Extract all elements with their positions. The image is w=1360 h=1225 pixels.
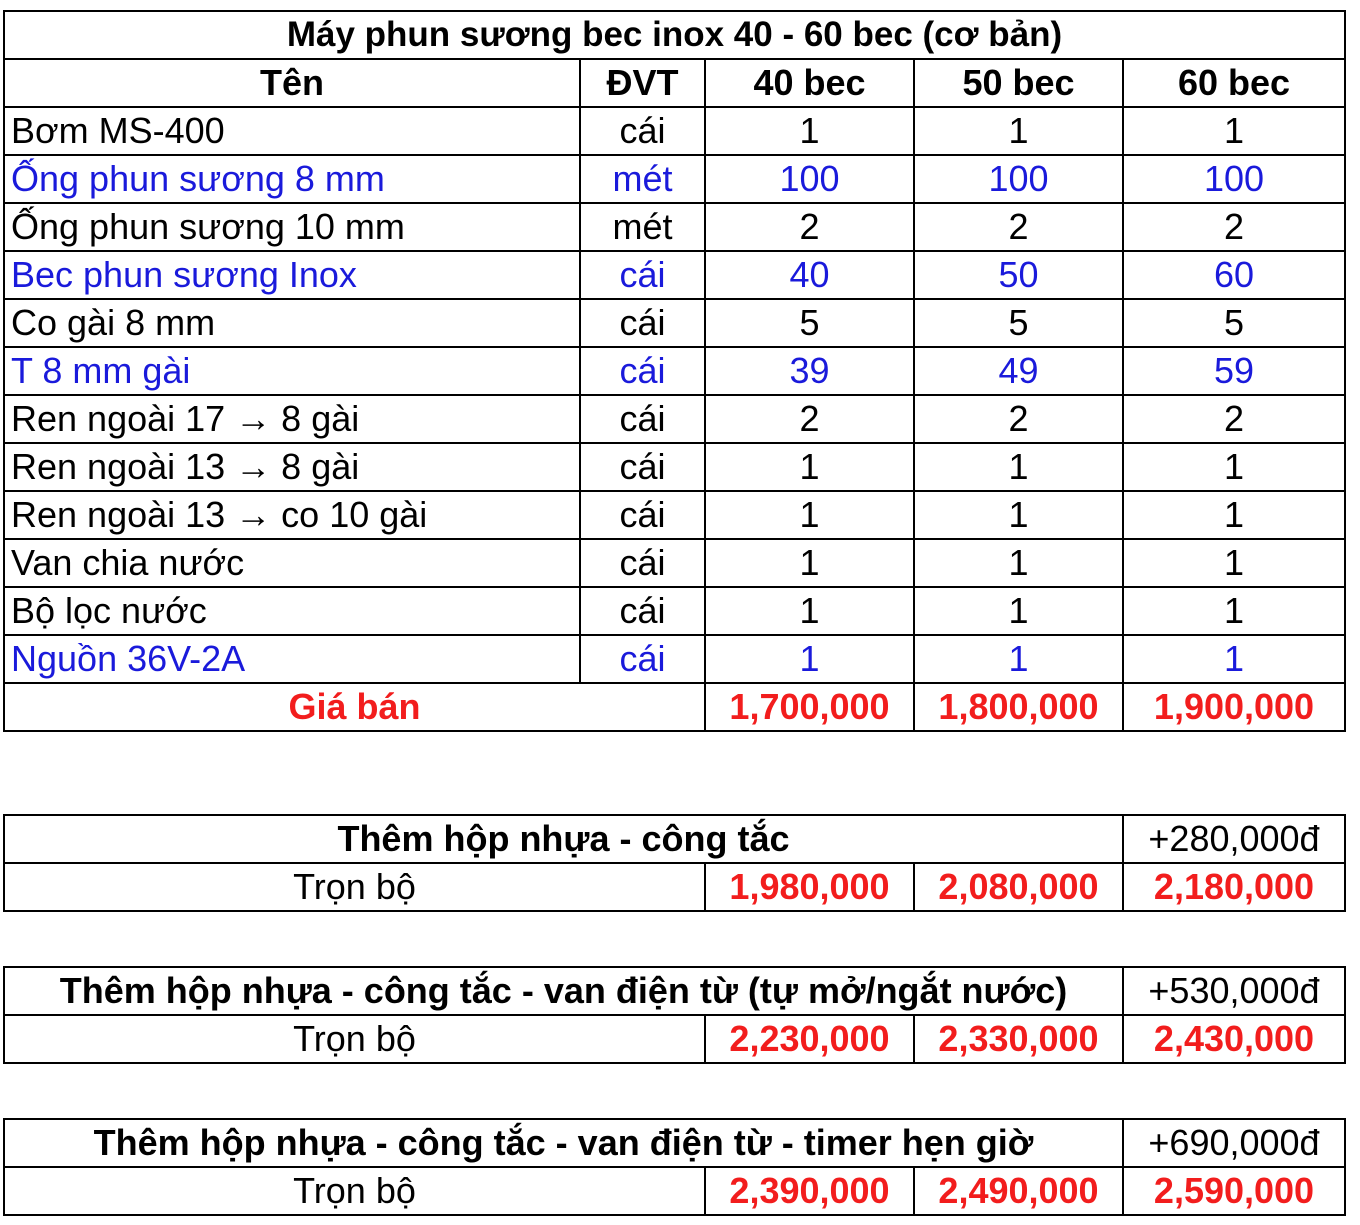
item-qty-50-bec: 1 xyxy=(914,443,1123,491)
price-label: Giá bán xyxy=(4,683,705,731)
item-qty-60-bec: 2 xyxy=(1123,203,1345,251)
table-row xyxy=(4,539,1345,587)
equipment-table xyxy=(3,10,1346,732)
item-name: Co gài 8 mm xyxy=(4,299,580,347)
table-row xyxy=(4,203,1345,251)
set-price-50-bec: 2,080,000 xyxy=(914,863,1123,911)
addon-table-2 xyxy=(3,966,1346,1064)
item-qty-50-bec: 5 xyxy=(914,299,1123,347)
set-label: Trọn bộ xyxy=(4,1015,705,1063)
table-row xyxy=(4,347,1345,395)
set-price-60-bec: 2,430,000 xyxy=(1123,1015,1345,1063)
addon-title: Thêm hộp nhựa - công tắc - van điện từ - timer hẹn giờ xyxy=(4,1119,1123,1167)
item-name: Bec phun sương Inox xyxy=(4,251,580,299)
set-price-50-bec: 2,490,000 xyxy=(914,1167,1123,1215)
item-qty-60-bec: 1 xyxy=(1123,491,1345,539)
item-qty-60-bec: 2 xyxy=(1123,395,1345,443)
item-qty-40-bec: 1 xyxy=(705,587,914,635)
item-qty-50-bec: 1 xyxy=(914,587,1123,635)
header-60-bec: 60 bec xyxy=(1123,59,1345,107)
item-name: Bộ lọc nước xyxy=(4,587,580,635)
item-qty-40-bec: 1 xyxy=(705,107,914,155)
item-unit: mét xyxy=(580,155,705,203)
item-name: Ống phun sương 8 mm xyxy=(4,155,580,203)
item-unit: cái xyxy=(580,539,705,587)
item-name: Ren ngoài 13 → 8 gài xyxy=(4,443,580,491)
item-unit: cái xyxy=(580,299,705,347)
item-qty-50-bec: 100 xyxy=(914,155,1123,203)
item-qty-40-bec: 1 xyxy=(705,635,914,683)
table-row xyxy=(4,107,1345,155)
item-qty-40-bec: 1 xyxy=(705,443,914,491)
item-qty-40-bec: 40 xyxy=(705,251,914,299)
item-unit: cái xyxy=(580,395,705,443)
item-unit: cái xyxy=(580,443,705,491)
set-price-50-bec: 2,330,000 xyxy=(914,1015,1123,1063)
item-unit: cái xyxy=(580,251,705,299)
item-name: Van chia nước xyxy=(4,539,580,587)
item-qty-60-bec: 1 xyxy=(1123,443,1345,491)
item-qty-50-bec: 1 xyxy=(914,491,1123,539)
item-qty-40-bec: 39 xyxy=(705,347,914,395)
table-row xyxy=(4,299,1345,347)
item-name: Ren ngoài 17 → 8 gài xyxy=(4,395,580,443)
price-60-bec: 1,900,000 xyxy=(1123,683,1345,731)
price-40-bec: 1,700,000 xyxy=(705,683,914,731)
item-qty-50-bec: 2 xyxy=(914,203,1123,251)
item-qty-40-bec: 5 xyxy=(705,299,914,347)
price-50-bec: 1,800,000 xyxy=(914,683,1123,731)
table-row xyxy=(4,443,1345,491)
item-unit: cái xyxy=(580,491,705,539)
item-name: Nguồn 36V-2A xyxy=(4,635,580,683)
item-qty-50-bec: 50 xyxy=(914,251,1123,299)
item-qty-60-bec: 5 xyxy=(1123,299,1345,347)
item-qty-60-bec: 1 xyxy=(1123,539,1345,587)
addon-title: Thêm hộp nhựa - công tắc xyxy=(4,815,1123,863)
item-qty-50-bec: 1 xyxy=(914,539,1123,587)
item-qty-40-bec: 1 xyxy=(705,491,914,539)
set-label: Trọn bộ xyxy=(4,1167,705,1215)
item-qty-60-bec: 1 xyxy=(1123,587,1345,635)
table-row xyxy=(4,251,1345,299)
header-name: Tên xyxy=(4,59,580,107)
item-qty-50-bec: 49 xyxy=(914,347,1123,395)
item-name: Ren ngoài 13 → co 10 gài xyxy=(4,491,580,539)
item-name: T 8 mm gài xyxy=(4,347,580,395)
item-qty-60-bec: 1 xyxy=(1123,635,1345,683)
addon-table-3 xyxy=(3,1118,1346,1216)
table-row xyxy=(4,587,1345,635)
addon-extra-price: +280,000đ xyxy=(1123,815,1345,863)
item-unit: cái xyxy=(580,587,705,635)
item-qty-40-bec: 2 xyxy=(705,395,914,443)
item-qty-60-bec: 100 xyxy=(1123,155,1345,203)
set-price-60-bec: 2,590,000 xyxy=(1123,1167,1345,1215)
addon-extra-price: +530,000đ xyxy=(1123,967,1345,1015)
set-price-60-bec: 2,180,000 xyxy=(1123,863,1345,911)
addon-title: Thêm hộp nhựa - công tắc - van điện từ (tự mở/ngắt nước) xyxy=(4,967,1123,1015)
header-50-bec: 50 bec xyxy=(914,59,1123,107)
item-unit: cái xyxy=(580,107,705,155)
set-label: Trọn bộ xyxy=(4,863,705,911)
item-qty-50-bec: 1 xyxy=(914,635,1123,683)
item-name: Ống phun sương 10 mm xyxy=(4,203,580,251)
table-row xyxy=(4,635,1345,683)
table-row xyxy=(4,155,1345,203)
item-qty-50-bec: 1 xyxy=(914,107,1123,155)
item-qty-40-bec: 1 xyxy=(705,539,914,587)
item-qty-40-bec: 100 xyxy=(705,155,914,203)
item-qty-60-bec: 60 xyxy=(1123,251,1345,299)
set-price-40-bec: 2,230,000 xyxy=(705,1015,914,1063)
header-row xyxy=(4,59,1345,107)
item-unit: cái xyxy=(580,347,705,395)
header-40-bec: 40 bec xyxy=(705,59,914,107)
set-price-40-bec: 1,980,000 xyxy=(705,863,914,911)
set-price-40-bec: 2,390,000 xyxy=(705,1167,914,1215)
item-unit: cái xyxy=(580,635,705,683)
item-qty-40-bec: 2 xyxy=(705,203,914,251)
item-qty-60-bec: 59 xyxy=(1123,347,1345,395)
addon-extra-price: +690,000đ xyxy=(1123,1119,1345,1167)
table-title: Máy phun sương bec inox 40 - 60 bec (cơ bản) xyxy=(4,11,1345,59)
item-qty-60-bec: 1 xyxy=(1123,107,1345,155)
item-qty-50-bec: 2 xyxy=(914,395,1123,443)
item-unit: mét xyxy=(580,203,705,251)
addon-table-1 xyxy=(3,814,1346,912)
price-row xyxy=(4,683,1345,731)
table-row xyxy=(4,491,1345,539)
header-unit: ĐVT xyxy=(580,59,705,107)
item-name: Bơm MS-400 xyxy=(4,107,580,155)
table-row xyxy=(4,395,1345,443)
